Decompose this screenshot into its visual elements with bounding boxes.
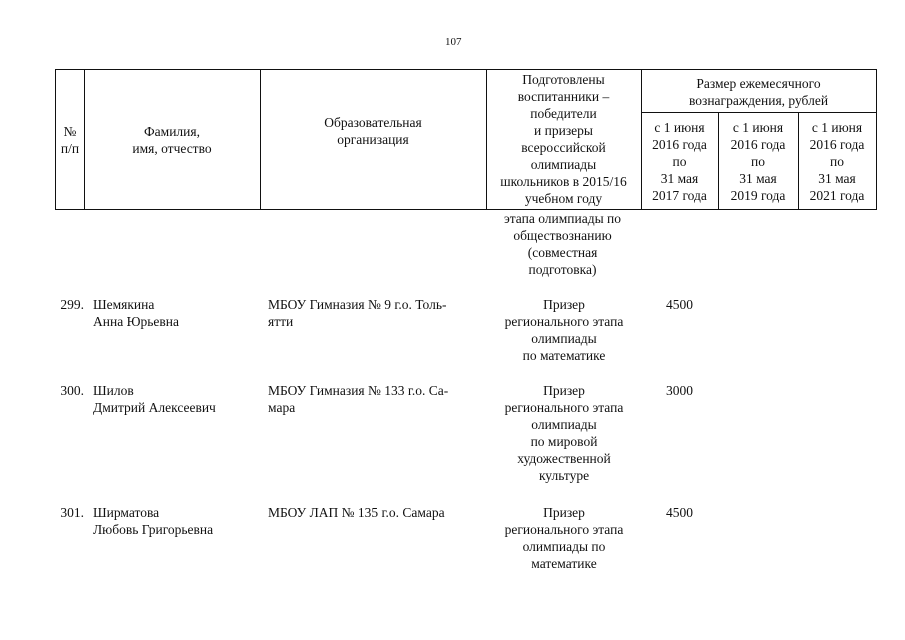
achievement: Призер регионального этапа олимпиады по математике xyxy=(504,297,624,363)
achievement: Призер регионального этапа олимпиады по мировой художественной культуре xyxy=(504,383,624,483)
page-number: 107 xyxy=(445,36,462,48)
achievement: Призер регионального этапа олимпиады по математике xyxy=(504,505,624,571)
person-name: Шемякина Анна Юрьевна xyxy=(93,297,179,329)
organization: МБОУ Гимназия № 133 г.о. Са- мара xyxy=(268,383,449,415)
header-col-organization: Образовательная организация xyxy=(324,115,422,147)
header-col-prepared: Подготовлены воспитанники – победители и призеры всероссийской олимпиады школьников в 2015/16 учебном году xyxy=(500,72,627,206)
header-col-award: Размер ежемесячного вознаграждения, рублей xyxy=(688,76,829,108)
award-amount: 3000 xyxy=(666,383,693,398)
header-divider xyxy=(641,112,876,113)
organization: МБОУ ЛАП № 135 г.о. Самара xyxy=(268,505,445,520)
award-amount: 4500 xyxy=(666,505,693,520)
header-col-number: № п/п xyxy=(60,124,80,156)
person-name: Ширматова Любовь Григорьевна xyxy=(93,505,214,537)
row-number: 300. xyxy=(60,383,84,398)
row-number: 299. xyxy=(60,297,84,312)
header-period-2017: с 1 июня 2016 года по 31 мая 2017 года xyxy=(652,120,707,203)
header-col-name: Фамилия, имя, отчество xyxy=(132,124,212,156)
award-amount: 4500 xyxy=(666,297,693,312)
person-name: Шилов Дмитрий Алексеевич xyxy=(93,383,216,415)
continuation-text: этапа олимпиады по обществознанию (совместная подготовка) xyxy=(503,211,622,277)
row-number: 301. xyxy=(60,505,84,520)
header-period-2021: с 1 июня 2016 года по 31 мая 2021 года xyxy=(809,120,865,203)
header-period-2019: с 1 июня 2016 года по 31 мая 2019 года xyxy=(730,120,786,203)
table-header xyxy=(55,69,877,210)
organization: МБОУ Гимназия № 9 г.о. Толь- ятти xyxy=(268,297,447,329)
